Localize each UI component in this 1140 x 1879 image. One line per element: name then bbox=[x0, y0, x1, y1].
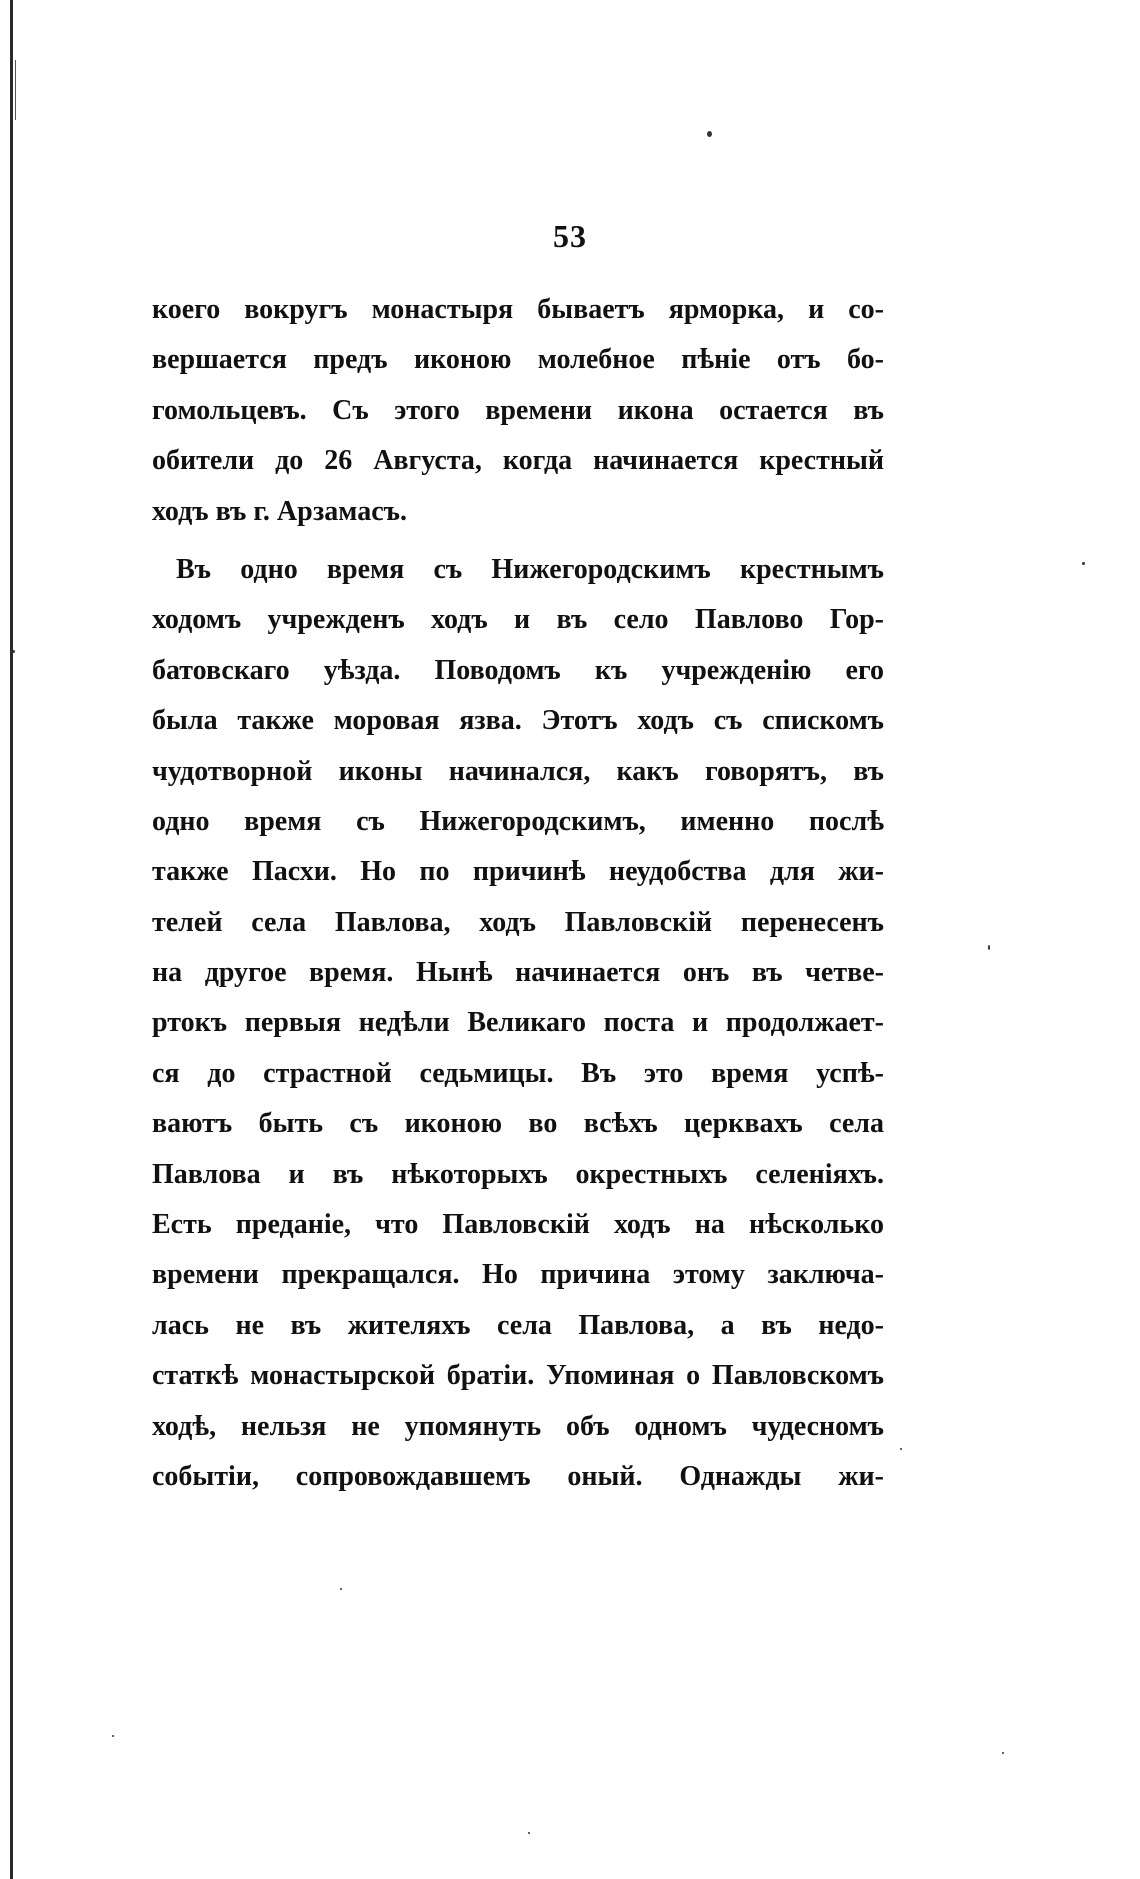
text-line: времени прекращался. Но причина этому заключа- bbox=[152, 1259, 884, 1291]
text-line: батовскаго уѣзда. Поводомъ къ учрежденію его bbox=[152, 654, 884, 686]
text-line: телей села Павлова, ходъ Павловскій перенесенъ bbox=[152, 906, 884, 938]
text-line: на другое время. Нынѣ начинается онъ въ четве- bbox=[152, 957, 884, 989]
dust-speck bbox=[112, 1735, 114, 1737]
text-line: обители до 26 Августа, когда начинается крестный bbox=[152, 445, 884, 477]
page-edge-mark bbox=[15, 60, 16, 120]
page-number: 53 bbox=[553, 218, 587, 254]
dust-speck bbox=[707, 131, 712, 137]
dust-speck bbox=[340, 1588, 342, 1590]
text-line: ваютъ быть съ иконою во всѣхъ церквахъ села bbox=[152, 1108, 884, 1140]
text-line: ходъ въ г. Арзамасъ. bbox=[152, 495, 407, 527]
text-line: ходѣ, нельзя не упомянуть объ одномъ чудесномъ bbox=[152, 1410, 884, 1442]
dust-speck bbox=[988, 945, 990, 950]
dust-speck bbox=[1002, 1752, 1004, 1754]
text-line: лась не въ жителяхъ села Павлова, а въ недо- bbox=[152, 1309, 884, 1341]
text-line: вершается предъ иконою молебное пѣніе отъ бо- bbox=[152, 344, 884, 376]
text-line: одно время съ Нижегородскимъ, именно послѣ bbox=[152, 805, 884, 837]
text-line: коего вокругъ монастыря бываетъ ярморка, и со- bbox=[152, 294, 884, 325]
body-text bbox=[152, 285, 884, 1502]
text-line: также Пасхи. Но по причинѣ неудобства для жи- bbox=[152, 856, 884, 888]
dust-speck bbox=[1082, 562, 1085, 565]
text-line: Есть преданіе, что Павловскій ходъ на нѣсколько bbox=[152, 1209, 884, 1241]
text-line: гомольцевъ. Съ этого времени икона остается въ bbox=[152, 394, 884, 426]
dust-speck bbox=[900, 1448, 902, 1450]
dust-speck bbox=[12, 650, 15, 653]
text-line: чудотворной иконы начинался, какъ говорятъ, въ bbox=[152, 755, 884, 787]
text-line: событіи, сопровождавшемъ оный. Однажды жи- bbox=[152, 1460, 884, 1492]
text-line: статкѣ монастырской братіи. Упоминая о Павловскомъ bbox=[152, 1360, 884, 1392]
text-line: ся до страстной седьмицы. Въ это время успѣ- bbox=[152, 1057, 884, 1089]
text-line: ходомъ учрежденъ ходъ и въ село Павлово Гор- bbox=[152, 604, 884, 636]
text-line: Павлова и въ нѣкоторыхъ окрестныхъ селеніяхъ. bbox=[152, 1158, 884, 1190]
paragraph-start-line: Въ одно время съ Нижегородскимъ крестнымъ bbox=[176, 553, 884, 585]
text-line: ртокъ первыя недѣли Великаго поста и продолжает- bbox=[152, 1007, 884, 1039]
text-line: была также моровая язва. Этотъ ходъ съ спискомъ bbox=[152, 705, 884, 737]
dust-speck bbox=[528, 1832, 530, 1834]
page-edge-shadow bbox=[10, 0, 13, 1879]
